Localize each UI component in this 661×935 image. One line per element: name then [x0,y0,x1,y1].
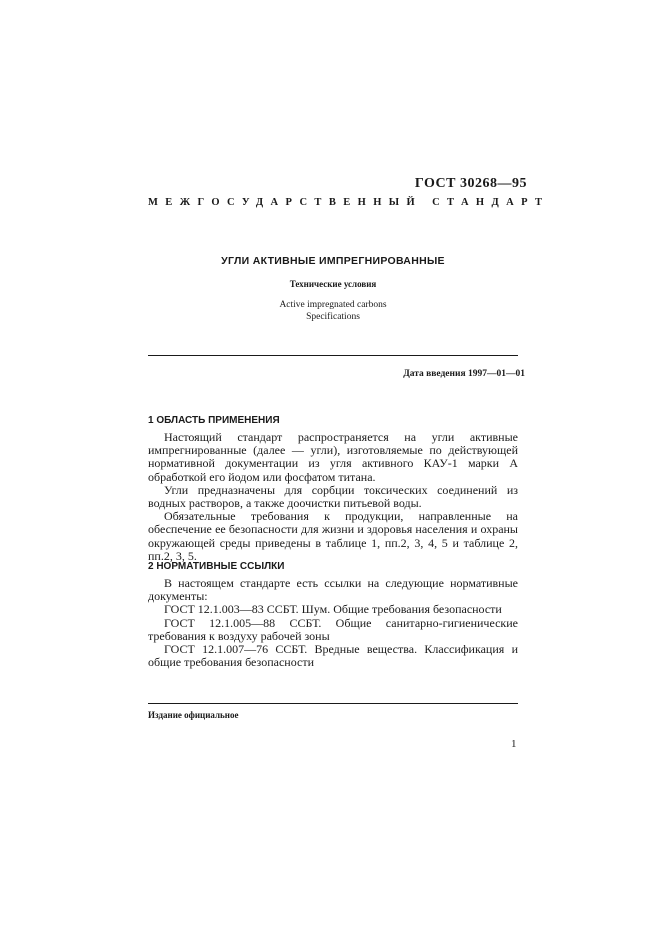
section-1-body [148,431,518,563]
document-title: УГЛИ АКТИВНЫЕ ИМПРЕГНИРОВАННЫЕ [221,255,445,267]
english-title-line: Active impregnated carbons [279,300,387,310]
section-2-body [148,577,518,669]
page-number: 1 [511,738,517,750]
section-1-paragraph: Настоящий стандарт распространяется на угли активные импрегнированные (далее — угли), изготовляемые по действующей нормативной документации из угля активного КАУ-1 марки А обработкой его йодом или фосфатом титана. [148,430,518,484]
section-1-paragraph: Угли предназначены для сорбции токсических соединений из водных растворов, а также доочистки питьевой воды. [148,482,518,511]
document-subtitle: Технические условия [289,279,377,289]
english-title [148,299,518,323]
interstate-standard-heading: МЕЖГОСУДАРСТВЕННЫЙ СТАНДАРТ [148,197,550,208]
section-2-paragraph: ГОСТ 12.1.005—88 ССБТ. Общие санитарно-гигиенические требования к воздуху рабочей зоны [148,615,518,643]
section-2-paragraph: В настоящем стандарте есть ссылки на следующие нормативные документы: [148,576,518,604]
section-1-paragraph: Обязательные требования к продукции, направленные на обеспечение ее безопасности для жизни и здоровья населения и охраны окружающей среды приведены в таблице 1, пп.2, 3, 4, 5 и таблице 2, пп.2, 3, 5. [148,509,518,563]
english-subtitle-line: Specifications [306,312,360,322]
introduction-date: Дата введения 1997—01—01 [403,369,525,379]
section-2-paragraph: ГОСТ 12.1.003—83 ССБТ. Шум. Общие требования безопасности [164,602,502,617]
section-1-heading: 1 ОБЛАСТЬ ПРИМЕНЕНИЯ [148,415,280,426]
gost-number: ГОСТ 30268—95 [414,176,527,191]
section-2-heading: 2 НОРМАТИВНЫЕ ССЫЛКИ [148,561,285,572]
bottom-divider [148,703,518,704]
section-2-paragraph: ГОСТ 12.1.007—76 ССБТ. Вредные вещества. Классификация и общие требования безопасности [148,642,518,670]
top-divider [148,355,518,356]
official-edition-label: Издание официальное [148,710,239,720]
